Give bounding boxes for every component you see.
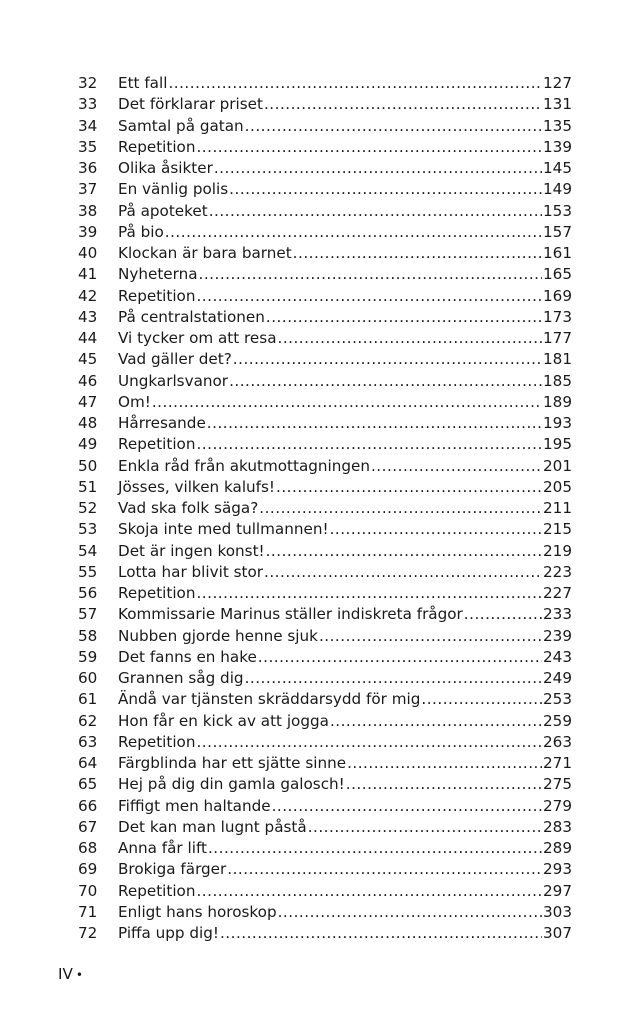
page-reference: 139 bbox=[543, 137, 572, 156]
dot-leader bbox=[208, 838, 542, 859]
chapter-title: Klockan är bara barnet bbox=[118, 244, 292, 262]
toc-entry bbox=[78, 137, 572, 158]
toc-entry bbox=[78, 881, 572, 902]
dot-leader bbox=[229, 371, 542, 392]
dot-leader bbox=[266, 307, 542, 328]
dot-leader bbox=[258, 647, 542, 668]
page-reference: 219 bbox=[543, 541, 572, 560]
chapter-number: 65 bbox=[78, 775, 98, 794]
page-reference: 135 bbox=[543, 116, 572, 135]
toc-entry bbox=[78, 434, 572, 455]
chapter-title: Det kan man lugnt påstå bbox=[118, 817, 307, 836]
dot-leader bbox=[347, 753, 542, 774]
dot-leader bbox=[233, 349, 542, 370]
page-reference: 283 bbox=[543, 817, 572, 836]
chapter-title: Om! bbox=[118, 392, 151, 411]
chapter-number: 64 bbox=[78, 754, 98, 772]
dot-leader bbox=[229, 179, 542, 200]
toc-entry bbox=[78, 817, 572, 838]
chapter-title: Hårresande bbox=[118, 414, 206, 432]
chapter-number: 70 bbox=[78, 881, 98, 900]
chapter-number: 47 bbox=[78, 392, 98, 411]
chapter-title: Ett fall bbox=[118, 74, 168, 92]
page-reference: 297 bbox=[543, 881, 572, 900]
page-reference: 307 bbox=[543, 924, 572, 942]
page-reference: 263 bbox=[543, 732, 572, 751]
chapter-number: 44 bbox=[78, 329, 98, 347]
chapter-number: 61 bbox=[78, 690, 98, 709]
dot-leader bbox=[293, 243, 542, 264]
toc-entry bbox=[78, 689, 572, 710]
toc-entry bbox=[78, 222, 572, 243]
chapter-number: 54 bbox=[78, 541, 98, 560]
toc-entry bbox=[78, 774, 572, 795]
chapter-title: På apoteket bbox=[118, 201, 208, 220]
dot-leader bbox=[168, 73, 542, 94]
chapter-number: 43 bbox=[78, 307, 98, 326]
dot-leader bbox=[278, 328, 543, 349]
chapter-number: 63 bbox=[78, 732, 98, 751]
page-reference: 239 bbox=[543, 626, 572, 645]
chapter-title: Vi tycker om att resa bbox=[118, 329, 277, 347]
dot-leader bbox=[196, 137, 542, 158]
chapter-number: 40 bbox=[78, 244, 98, 262]
chapter-number: 52 bbox=[78, 499, 98, 517]
toc-entry bbox=[78, 753, 572, 774]
page-reference: 173 bbox=[543, 307, 572, 326]
toc-entry bbox=[78, 116, 572, 137]
dot-leader bbox=[330, 519, 542, 540]
chapter-number: 62 bbox=[78, 711, 98, 730]
dot-leader bbox=[278, 902, 542, 923]
toc-entry bbox=[78, 838, 572, 859]
toc-entry bbox=[78, 413, 572, 434]
page-reference: 193 bbox=[543, 414, 572, 432]
page-reference: 279 bbox=[543, 796, 572, 815]
dot-leader bbox=[152, 392, 542, 413]
dot-leader bbox=[214, 158, 542, 179]
page-reference: 149 bbox=[543, 180, 572, 199]
page-reference: 201 bbox=[543, 456, 572, 475]
toc-entry bbox=[78, 158, 572, 179]
page-footer bbox=[58, 964, 83, 985]
chapter-title: Anna får lift bbox=[118, 839, 207, 857]
toc-entry bbox=[78, 711, 572, 732]
chapter-number: 34 bbox=[78, 116, 98, 135]
chapter-number: 55 bbox=[78, 562, 98, 581]
chapter-title: Nubben gjorde henne sjuk bbox=[118, 626, 318, 645]
chapter-title: Kommissarie Marinus ställer indiskreta frågor bbox=[118, 605, 463, 624]
chapter-number: 35 bbox=[78, 137, 98, 156]
chapter-title: Piffa upp dig! bbox=[118, 924, 219, 942]
page-reference: 145 bbox=[543, 159, 572, 177]
chapter-title: Ändå var tjänsten skräddarsydd för mig bbox=[118, 690, 421, 709]
chapter-title: På centralstationen bbox=[118, 307, 265, 326]
dot-leader bbox=[196, 732, 542, 753]
toc-entry bbox=[78, 94, 572, 115]
chapter-title: Grannen såg dig bbox=[118, 669, 244, 687]
toc-entry bbox=[78, 392, 572, 413]
page-reference: 157 bbox=[543, 222, 572, 241]
dot-leader bbox=[196, 583, 542, 604]
chapter-number: 33 bbox=[78, 95, 98, 114]
chapter-title: Repetition bbox=[118, 286, 196, 305]
dot-leader bbox=[196, 286, 542, 307]
chapter-number: 41 bbox=[78, 265, 98, 284]
toc-entry bbox=[78, 626, 572, 647]
chapter-number: 50 bbox=[78, 456, 98, 475]
page-reference: 243 bbox=[543, 647, 572, 666]
page-reference: 289 bbox=[543, 839, 572, 857]
toc-entry bbox=[78, 668, 572, 689]
page-reference: 169 bbox=[543, 286, 572, 305]
dot-leader bbox=[227, 859, 542, 880]
chapter-number: 37 bbox=[78, 180, 98, 199]
chapter-number: 68 bbox=[78, 839, 98, 857]
chapter-title: Brokiga färger bbox=[118, 860, 227, 879]
chapter-title: Det förklarar priset bbox=[118, 95, 263, 114]
chapter-number: 58 bbox=[78, 626, 98, 645]
chapter-title: Vad ska folk säga? bbox=[118, 499, 259, 517]
chapter-title: Hej på dig din gamla galosch! bbox=[118, 775, 345, 794]
page-number-label: IV bbox=[58, 965, 73, 983]
toc-entry bbox=[78, 477, 572, 498]
chapter-title: Färgblinda har ett sjätte sinne bbox=[118, 754, 347, 772]
chapter-title: Enkla råd från akutmottagningen bbox=[118, 456, 370, 475]
chapter-title: Repetition bbox=[118, 584, 196, 602]
toc-entry bbox=[78, 647, 572, 668]
chapter-number: 60 bbox=[78, 669, 98, 687]
toc-entry bbox=[78, 923, 572, 944]
dot-leader bbox=[319, 626, 542, 647]
page-reference: 131 bbox=[543, 95, 572, 114]
dot-leader bbox=[220, 923, 542, 944]
toc-entry bbox=[78, 541, 572, 562]
chapter-title: Repetition bbox=[118, 881, 196, 900]
chapter-title: Skoja inte med tullmannen! bbox=[118, 520, 329, 539]
chapter-title: Ungkarlsvanor bbox=[118, 371, 229, 390]
chapter-title: Samtal på gatan bbox=[118, 116, 244, 135]
page-reference: 195 bbox=[543, 435, 572, 454]
toc-entry bbox=[78, 243, 572, 264]
toc-entry bbox=[78, 796, 572, 817]
chapter-number: 56 bbox=[78, 584, 98, 602]
chapter-number: 57 bbox=[78, 605, 98, 624]
chapter-number: 72 bbox=[78, 924, 98, 942]
page-reference: 165 bbox=[543, 265, 572, 284]
toc-entry bbox=[78, 179, 572, 200]
chapter-number: 32 bbox=[78, 74, 98, 92]
chapter-number: 69 bbox=[78, 860, 98, 879]
page-reference: 271 bbox=[543, 754, 572, 772]
page-reference: 189 bbox=[543, 392, 572, 411]
dot-leader bbox=[272, 796, 542, 817]
toc-entry bbox=[78, 604, 572, 625]
chapter-number: 66 bbox=[78, 796, 98, 815]
toc-entry bbox=[78, 902, 572, 923]
toc-entry bbox=[78, 732, 572, 753]
toc-entry bbox=[78, 371, 572, 392]
chapter-title: Lotta har blivit stor bbox=[118, 562, 264, 581]
dot-leader bbox=[464, 604, 542, 625]
dot-leader bbox=[308, 817, 542, 838]
chapter-number: 48 bbox=[78, 414, 98, 432]
page-reference: 185 bbox=[543, 371, 572, 390]
page-reference: 127 bbox=[543, 74, 572, 92]
chapter-title: På bio bbox=[118, 222, 164, 241]
chapter-title: Fiffigt men haltande bbox=[118, 796, 271, 815]
chapter-number: 36 bbox=[78, 159, 98, 177]
chapter-number: 59 bbox=[78, 647, 98, 666]
toc-entry bbox=[78, 498, 572, 519]
page-reference: 177 bbox=[543, 329, 572, 347]
chapter-number: 38 bbox=[78, 201, 98, 220]
chapter-number: 42 bbox=[78, 286, 98, 305]
chapter-title: Vad gäller det? bbox=[118, 350, 232, 369]
toc-entry bbox=[78, 307, 572, 328]
page-reference: 293 bbox=[543, 860, 572, 879]
page-reference: 253 bbox=[543, 690, 572, 709]
toc-entry bbox=[78, 286, 572, 307]
chapter-number: 71 bbox=[78, 902, 98, 921]
chapter-number: 46 bbox=[78, 371, 98, 390]
page-reference: 161 bbox=[543, 244, 572, 262]
chapter-number: 67 bbox=[78, 817, 98, 836]
chapter-number: 51 bbox=[78, 477, 98, 496]
dot-leader bbox=[245, 116, 542, 137]
chapter-number: 45 bbox=[78, 350, 98, 369]
dot-leader bbox=[196, 434, 542, 455]
chapter-title: Repetition bbox=[118, 137, 196, 156]
page-reference: 249 bbox=[543, 669, 572, 687]
page-reference: 275 bbox=[543, 775, 572, 794]
toc-entry bbox=[78, 264, 572, 285]
dot-leader bbox=[276, 477, 542, 498]
dot-leader bbox=[165, 222, 542, 243]
toc-entry bbox=[78, 328, 572, 349]
page-reference: 223 bbox=[543, 562, 572, 581]
toc-entry bbox=[78, 349, 572, 370]
page-reference: 205 bbox=[543, 477, 572, 496]
page-reference: 227 bbox=[543, 584, 572, 602]
toc-entry bbox=[78, 456, 572, 477]
dot-leader bbox=[346, 774, 542, 795]
toc-entry bbox=[78, 519, 572, 540]
page-reference: 211 bbox=[543, 499, 572, 517]
table-of-contents bbox=[78, 73, 572, 944]
chapter-title: Repetition bbox=[118, 732, 196, 751]
dot-leader bbox=[199, 264, 542, 285]
chapter-title: Enligt hans horoskop bbox=[118, 902, 277, 921]
dot-leader bbox=[264, 562, 542, 583]
page-reference: 233 bbox=[543, 605, 572, 624]
dot-leader bbox=[330, 711, 542, 732]
page-reference: 153 bbox=[543, 201, 572, 220]
page-reference: 259 bbox=[543, 711, 572, 730]
page-reference: 303 bbox=[543, 902, 572, 921]
toc-entry bbox=[78, 859, 572, 880]
dot-leader bbox=[266, 541, 542, 562]
chapter-title: Det fanns en hake bbox=[118, 647, 257, 666]
dot-leader bbox=[209, 201, 542, 222]
chapter-title: Det är ingen konst! bbox=[118, 541, 265, 560]
toc-entry bbox=[78, 73, 572, 94]
page-reference: 181 bbox=[543, 350, 572, 369]
chapter-title: Hon får en kick av att jogga bbox=[118, 711, 329, 730]
toc-entry bbox=[78, 201, 572, 222]
dot-leader bbox=[196, 881, 542, 902]
toc-entry bbox=[78, 562, 572, 583]
dot-leader bbox=[245, 668, 542, 689]
dot-leader bbox=[421, 689, 542, 710]
footer-bullet: • bbox=[75, 968, 83, 982]
chapter-title: Olika åsikter bbox=[118, 159, 213, 177]
dot-leader bbox=[371, 456, 542, 477]
chapter-title: Nyheterna bbox=[118, 265, 198, 284]
chapter-title: En vänlig polis bbox=[118, 180, 229, 199]
chapter-number: 39 bbox=[78, 222, 98, 241]
chapter-title: Jösses, vilken kalufs! bbox=[118, 477, 276, 496]
chapter-title: Repetition bbox=[118, 435, 196, 454]
dot-leader bbox=[259, 498, 542, 519]
chapter-number: 53 bbox=[78, 520, 98, 539]
page-reference: 215 bbox=[543, 520, 572, 539]
dot-leader bbox=[207, 413, 542, 434]
chapter-number: 49 bbox=[78, 435, 98, 454]
dot-leader bbox=[264, 94, 542, 115]
toc-entry bbox=[78, 583, 572, 604]
